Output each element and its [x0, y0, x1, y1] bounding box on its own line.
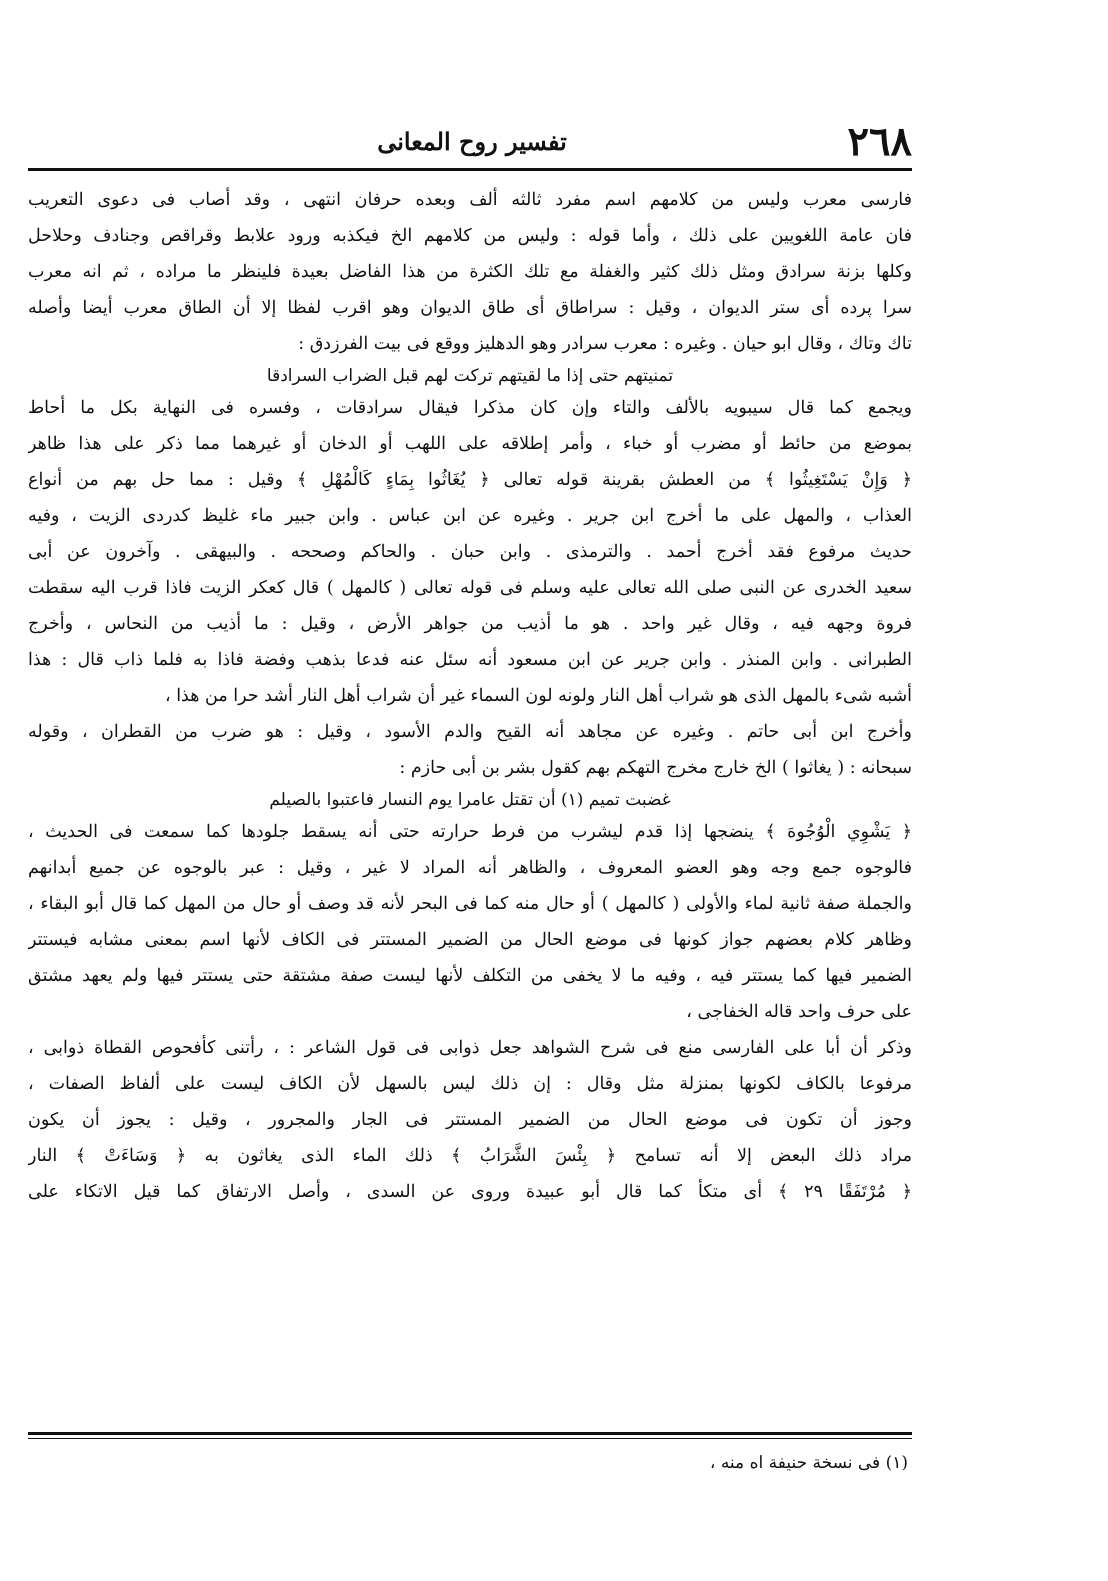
- poetry-verse: تمنيتهم حتى إذا ما لقيتهم تركت لهم قبل الضراب السرادقا: [266, 366, 674, 386]
- text-line: الطبرانى . وابن المنذر . وابن جرير عن ابن مسعود أنه سئل عنه فدعا بذهب وفضة فاذا به فلما ذاب قال : هذا: [28, 650, 912, 670]
- text-line: والجملة صفة ثانية لماء والأولى ( كالمهل ) أو حال منه كما فى البحر لأنه قد وصف أو حال من المهل كما قال أبو البقاء ،: [28, 894, 912, 914]
- text-line: سبحانه : ( يغاثوا ) الخ خارج مخرج التهكم بهم كقول بشر بن أبى حازم :: [399, 758, 912, 778]
- text-line: على حرف واحد قاله الخفاجى ،: [686, 1002, 912, 1022]
- text-line: الضمير فيها كما يستتر فيه ، وفيه ما لا يخفى من التكلف لأنها ليست صفة مشتقة حتى يستتر فيها ولم يعهد مشتق: [28, 966, 912, 986]
- running-title: تفسير روح المعانى: [377, 127, 567, 156]
- text-line: وجوز أن تكون فى موضع الحال من الضمير المستتر فى الجار والمجرور ، وقيل : يجوز أن يكون: [28, 1110, 912, 1130]
- page-header: [32, 118, 912, 166]
- text-line: وذكر أن أبا على الفارسى منع فى شرح الشواهد جعل ذوابى فى قول الشاعر : ، رأتنى كأفحوص القطاة ذوابى ،: [28, 1038, 912, 1058]
- header-rule: [28, 168, 912, 171]
- poetry-verse: غضبت تميم (١) أن تقتل عامرا يوم النسار فاعتبوا بالصيلم: [269, 790, 671, 810]
- text-line: فان عامة اللغويين على ذلك ، وأما قوله : وليس من كلامهم الخ فيكذبه ورود علابط وقراقص وجنادف وحلاحل: [28, 226, 912, 246]
- text-line: فروة وجهه فيه ، وقال غير واحد . هو ما أذيب من جواهر الأرض ، وقيل : ما أذيب من النحاس ، وأخرج: [28, 614, 912, 634]
- text-line: ﴿ مُرْتَفَقًا ٢٩ ﴾ أى متكأ كما قال أبو عبيدة وروى عن السدى ، وأصل الارتفاق كما قيل الاتكاء على: [28, 1182, 912, 1202]
- footnote-rule: [28, 1432, 912, 1435]
- main-text: [28, 182, 912, 1210]
- text-line: وظاهر كلام بعضهم جواز كونها فى موضع الحال من الضمير المستتر فى الكاف لأنها اسم بمعنى مشابه فيستتر: [28, 930, 912, 950]
- text-line: ﴿ وَإِنْ يَسْتَغِيثُوا ﴾ من العطش بقرينة قوله تعالى ﴿ يُغَاثُوا بِمَاءٍ كَالْمُهْلِ ﴾ وقيل : مما حل بهم من أنواع: [28, 470, 912, 490]
- text-line: وكلها بزنة سرادق ومثل ذلك كثير والغفلة مع تلك الكثرة من هذا الفاضل بعيدة فلينظر ما مراده ، ثم انه معرب: [28, 262, 912, 282]
- text-line: مرفوعا بالكاف لكونها بمنزلة مثل وقال : إن ذلك ليس بالسهل لأن الكاف ليست على ألفاظ الصفات ،: [28, 1074, 912, 1094]
- text-line: حديث مرفوع فقد أخرج أحمد . والترمذى . وابن حبان . والحاكم وصححه . والبيهقى . وآخرون عن أبى: [28, 542, 912, 562]
- footnote: (١) فى نسخة حنيفة اه منه ،: [709, 1453, 908, 1473]
- text-line: مراد ذلك البعض إلا أنه تسامح ﴿ بِئْسَ الشَّرَابُ ﴾ ذلك الماء الذى يغاثون به ﴿ وَسَاءَتْ ﴾ النار: [28, 1146, 912, 1166]
- text-line: سرا پرده أى ستر الديوان ، وقيل : سراطاق أى طاق الديوان وهو اقرب لفظا إلا أن الطاق معرب أيضا وأصله: [28, 298, 912, 318]
- text-line: وأخرج ابن أبى حاتم . وغيره عن مجاهد أنه القيح والدم الأسود ، وقيل : هو ضرب من القطران ، وقوله: [28, 722, 912, 742]
- text-line: ﴿ يَشْوِي الْوُجُوهَ ﴾ ينضجها إذا قدم ليشرب من فرط حرارته حتى أنه يسقط جلودها كما سمعت فى الحديث ،: [28, 822, 912, 842]
- text-line: العذاب ، والمهل على ما أخرج ابن جرير . وغيره عن ابن عباس . وابن جبير ماء غليظ كدردى الزيت ، وفيه: [28, 506, 912, 526]
- text-line: أشبه شىء بالمهل الذى هو شراب أهل النار ولونه لون السماء غير أن شراب أهل النار أشد حرا من هذا ،: [164, 686, 912, 706]
- text-line: فارسى معرب وليس من كلامهم اسم مفرد ثالثه ألف وبعده حرفان انتهى ، وقد أصاب فى دعوى التعريب: [28, 190, 912, 210]
- page-number: ٢٦٨: [847, 118, 912, 165]
- text-line: فالوجوه جمع وجه وهو العضو المعروف ، والظاهر أنه المراد لا غير ، وقيل : عبر بالوجوه عن جميع أبدانهم: [28, 858, 912, 878]
- text-line: بموضع من حائط أو مضرب أو خباء ، وأمر إطلاقه على اللهب أو الدخان أو غيرهما مما ذكر على هذا ظاهر: [28, 434, 912, 454]
- footnote-rule-thin: [28, 1438, 912, 1439]
- text-line: ويجمع كما قال سيبويه بالألف والتاء وإن كان مذكرا فيقال سرادقات ، وفسره فى النهاية بكل ما أحاط: [28, 398, 912, 418]
- text-line: تاك وتاك ، وقال ابو حيان . وغيره : معرب سرادر وهو الدهليز ووقع فى بيت الفرزدق :: [298, 334, 912, 354]
- text-line: سعيد الخدرى عن النبى صلى الله تعالى عليه وسلم فى قوله تعالى ( كالمهل ) قال كعكر الزيت فاذا قرب اليه سقطت: [28, 578, 912, 598]
